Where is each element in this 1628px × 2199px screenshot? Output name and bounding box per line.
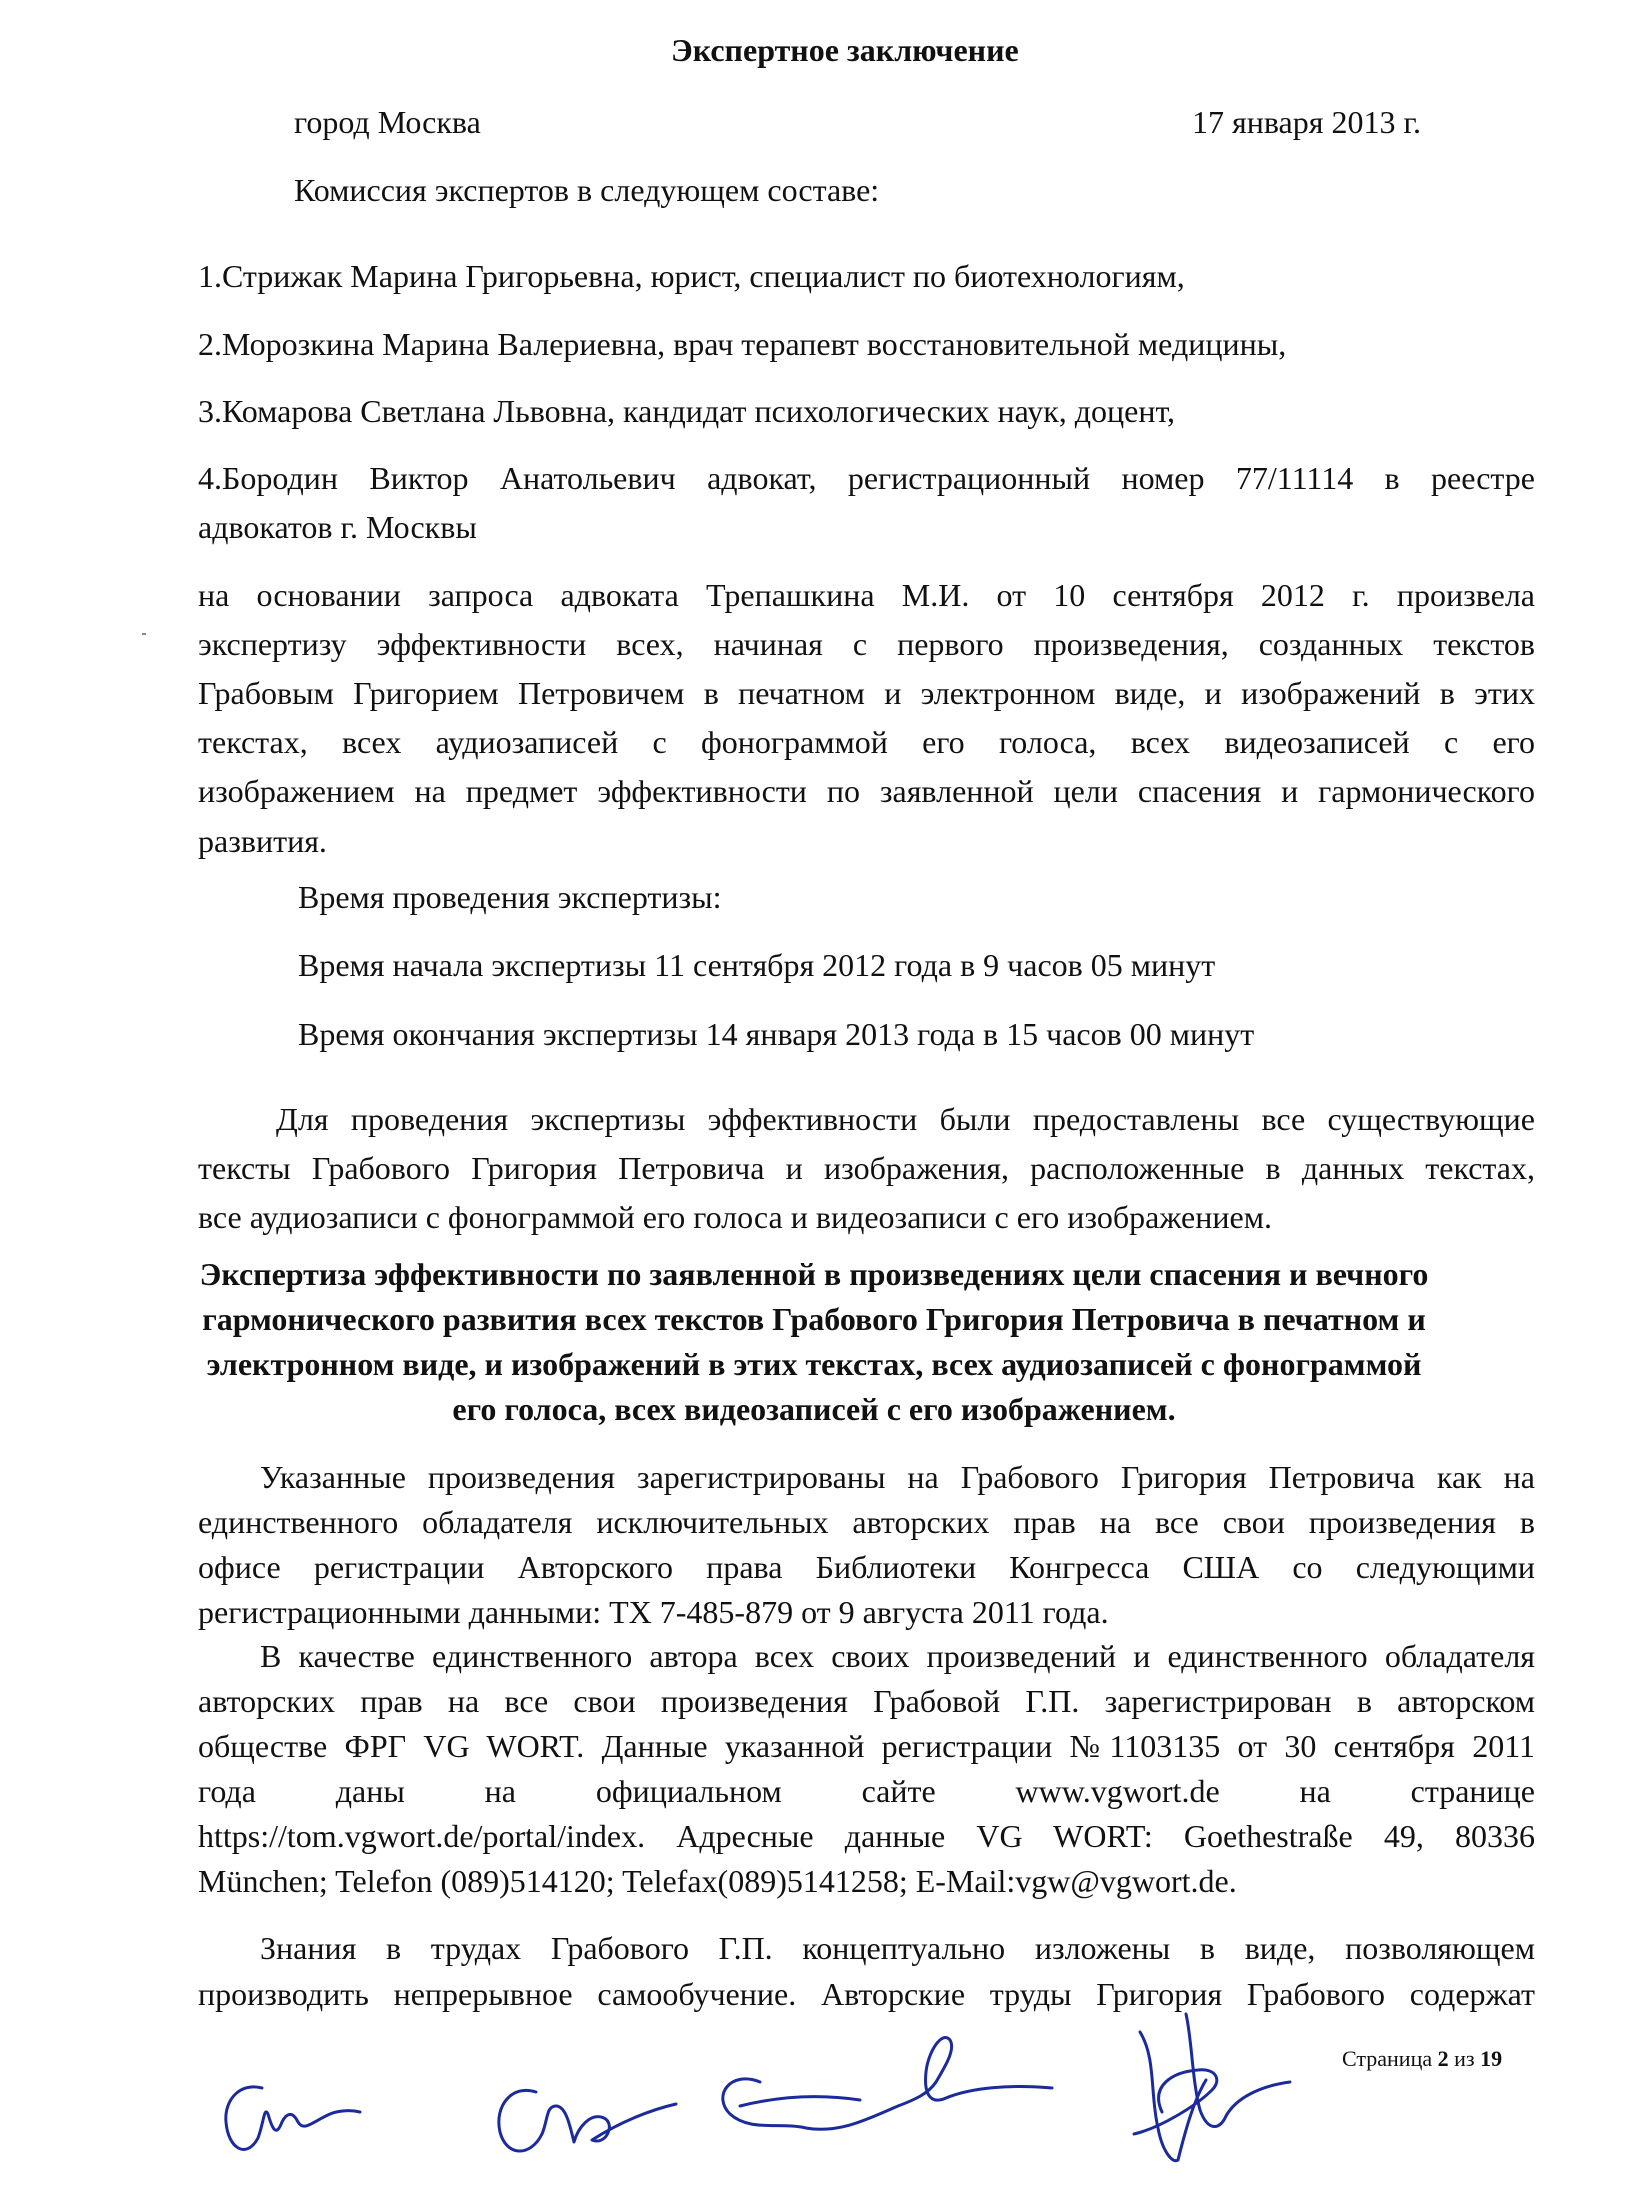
basis-paragraph-line: текстах, всех аудиозаписей с фонограммой его голоса, всех видеозаписей с его <box>198 724 1535 760</box>
document-city: город Москва <box>294 104 481 140</box>
expertise-end-time: Время окончания экспертизы 14 января 2013 года в 15 часов 00 минут <box>298 1016 1255 1052</box>
page-number-label: Страница <box>1342 2046 1433 2071</box>
signature-4 <box>1134 2014 1290 2161</box>
signature-1 <box>226 2087 360 2150</box>
vgwort-paragraph-line: https://tom.vgwort.de/portal/index. Адресные данные VG WORT: Goethestraße 49, 80336 <box>198 1818 1535 1854</box>
commission-intro: Комиссия экспертов в следующем составе: <box>294 172 880 208</box>
vgwort-paragraph-line: В качестве единственного автора всех своих произведений и единственного обладателя <box>260 1638 1535 1674</box>
registration-paragraph-line: офисе регистрации Авторского права Библиотеки Конгресса США со следующими <box>198 1549 1535 1585</box>
commission-member-continued: адвокатов г. Москвы <box>198 509 477 545</box>
expertise-heading-line: электронном виде, и изображений в этих текстах, всех аудиозаписей с фонограммой <box>206 1346 1422 1382</box>
expertise-start-time: Время начала экспертизы 11 сентября 2012 года в 9 часов 05 минут <box>298 947 1216 983</box>
commission-member: 2.Морозкина Марина Валериевна, врач терапевт восстановительной медицины, <box>198 326 1287 362</box>
vgwort-paragraph-line: обществе ФРГ VG WORT. Данные указанной регистрации №1103135 от 30 сентября 2011 <box>198 1728 1535 1764</box>
vgwort-paragraph-line: года даны на официальном сайте www.vgwort.de на странице <box>198 1773 1535 1809</box>
vgwort-paragraph-line: München; Telefon (089)514120; Telefax(089)5141258; E-Mail:vgw@vgwort.de. <box>198 1863 1237 1899</box>
document-title: Экспертное заключение <box>671 32 1019 68</box>
signatures <box>0 2010 1628 2199</box>
expertise-heading-line: Экспертиза эффективности по заявленной в произведениях цели спасения и вечного <box>199 1256 1429 1292</box>
scan-speck <box>142 633 146 635</box>
registration-paragraph-line: Указанные произведения зарегистрированы на Грабового Григория Петровича как на <box>260 1459 1535 1495</box>
page-number-total: 19 <box>1480 2046 1503 2071</box>
registration-paragraph-line: регистрационными данными: TX 7-485-879 от 9 августа 2011 года. <box>198 1594 1109 1630</box>
knowledge-paragraph-line: производить непрерывное самообучение. Авторские труды Григория Грабового содержат <box>198 1976 1535 2012</box>
vgwort-paragraph-line: авторских прав на все свои произведения Грабовой Г.П. зарегистрирован в авторском <box>198 1683 1535 1719</box>
provided-materials-line: все аудиозаписи с фонограммой его голоса и видеозаписи с его изображением. <box>198 1199 1272 1235</box>
expertise-heading-line: гармонического развития всех текстов Грабового Григория Петровича в печатном и <box>202 1301 1426 1337</box>
page-number-current: 2 <box>1437 2046 1449 2071</box>
basis-paragraph-line: изображением на предмет эффективности по заявленной цели спасения и гармонического <box>198 773 1535 809</box>
provided-materials-line: Для проведения экспертизы эффективности были предоставлены все существующие <box>276 1101 1535 1137</box>
page-number-of: из <box>1454 2046 1475 2071</box>
registration-paragraph-line: единственного обладателя исключительных авторских прав на все свои произведения в <box>198 1504 1535 1540</box>
basis-paragraph-line: на основании запроса адвоката Трепашкина М.И. от 10 сентября 2012 г. произвела <box>198 577 1535 613</box>
basis-paragraph-line: экспертизу эффективности всех, начиная с первого произведения, созданных текстов <box>198 626 1535 662</box>
signature-3 <box>723 2038 1052 2130</box>
knowledge-paragraph-line: Знания в трудах Грабового Г.П. концептуально изложены в виде, позволяющем <box>260 1930 1535 1966</box>
signature-3-extra <box>740 2097 860 2106</box>
provided-materials-line: тексты Грабового Григория Петровича и изображения, расположенные в данных текстах, <box>198 1150 1535 1186</box>
document-date: 17 января 2013 г. <box>1192 104 1421 140</box>
signature-2 <box>499 2090 676 2151</box>
commission-member: 1.Стрижак Марина Григорьевна, юрист, специалист по биотехнологиям, <box>198 258 1185 294</box>
commission-member: 3.Комарова Светлана Львовна, кандидат психологических наук, доцент, <box>198 393 1176 429</box>
basis-paragraph-line: развития. <box>198 823 327 859</box>
commission-member: 4.Бородин Виктор Анатольевич адвокат, регистрационный номер 77/11114 в реестре <box>198 460 1535 496</box>
expertise-heading-line: его голоса, всех видеозаписей с его изображением. <box>452 1391 1176 1427</box>
expertise-time-heading: Время проведения экспертизы: <box>298 879 722 915</box>
basis-paragraph-line: Грабовым Григорием Петровичем в печатном и электронном виде, и изображений в этих <box>198 675 1535 711</box>
